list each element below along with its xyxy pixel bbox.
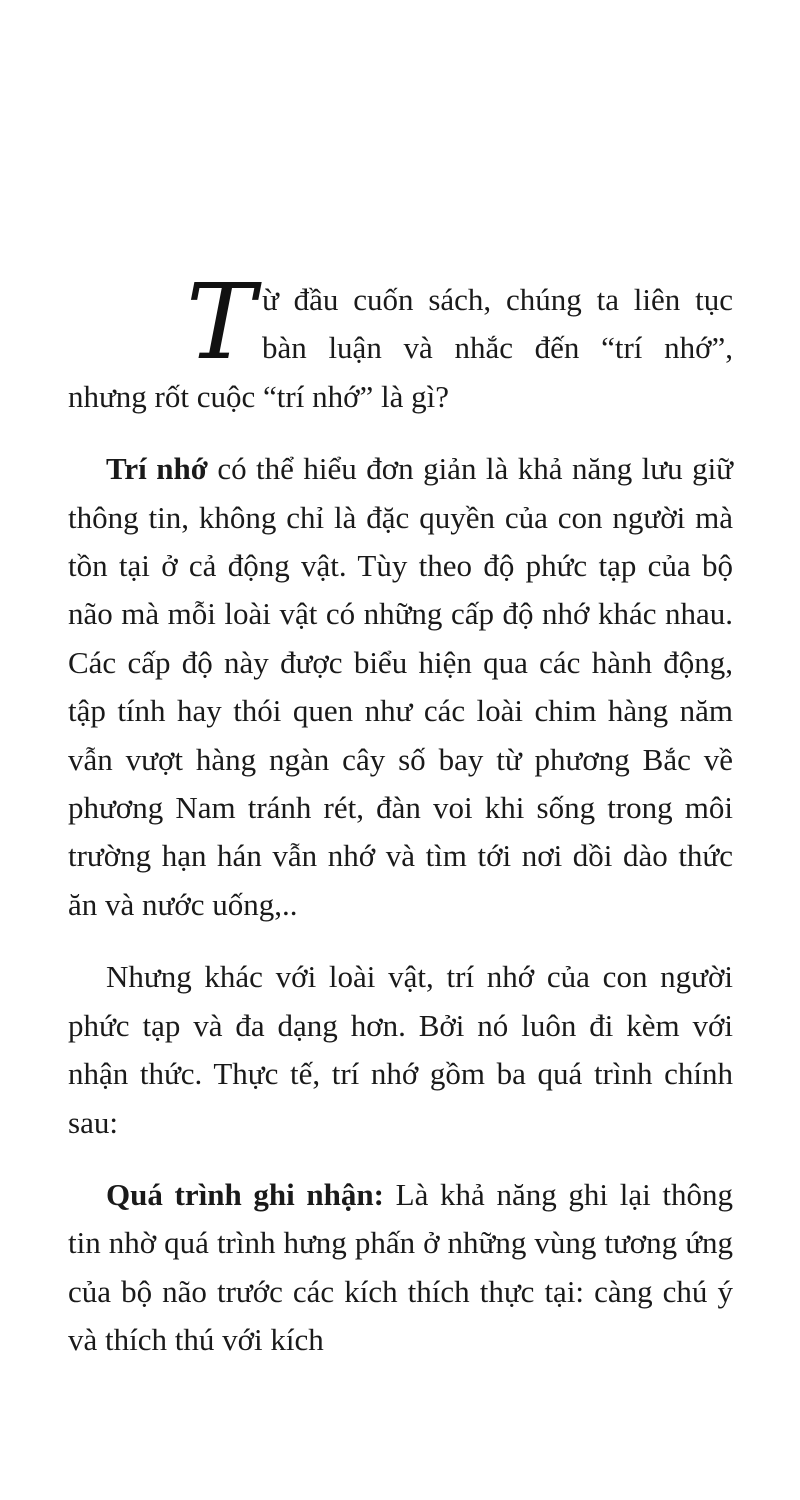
memory-definition-paragraph xyxy=(68,445,733,929)
memory-definition-text: có thể hiểu đơn giản là khả năng lưu giữ thông tin, không chỉ là đặc quyền của con người mà tồn tại ở cả động vật. Tùy theo độ phức tạp của bộ não mà mỗi loài vật có những cấp độ nhớ khác nhau. Các cấp độ này được biểu hiện qua các hành động, tập tính hay thói quen như các loài chim hàng năm vẫn vượt hàng ngàn cây số bay từ phương Bắc về phương Nam tránh rét, đàn voi khi sống trong môi trường hạn hán vẫn nhớ và tìm tới nơi dồi dào thức ăn và nước uống,.. xyxy=(68,451,733,922)
intro-text: ừ đầu cuốn sách, chúng ta liên tục bàn luận và nhắc đến “trí nhớ”, nhưng rốt cuộc “trí nhớ” là gì? xyxy=(68,282,733,414)
book-page xyxy=(68,261,733,1365)
human-memory-paragraph xyxy=(68,953,733,1147)
drop-cap-letter: T xyxy=(186,261,256,383)
memory-term: Trí nhớ xyxy=(106,451,208,487)
encoding-process-text: Là khả năng ghi lại thông tin nhờ quá trình hưng phấn ở những vùng tương ứng của bộ não trước các kích thích thực tại: càng chú ý và thích thú với kích xyxy=(68,1176,733,1358)
encoding-process-paragraph xyxy=(68,1171,733,1365)
encoding-process-term: Quá trình ghi nhận: xyxy=(106,1176,384,1212)
intro-paragraph xyxy=(68,261,733,421)
human-memory-text: Nhưng khác với loài vật, trí nhớ của con người phức tạp và đa dạng hơn. Bởi nó luôn đi kèm với nhận thức. Thực tế, trí nhớ gồm ba quá trình chính sau: xyxy=(68,959,733,1140)
